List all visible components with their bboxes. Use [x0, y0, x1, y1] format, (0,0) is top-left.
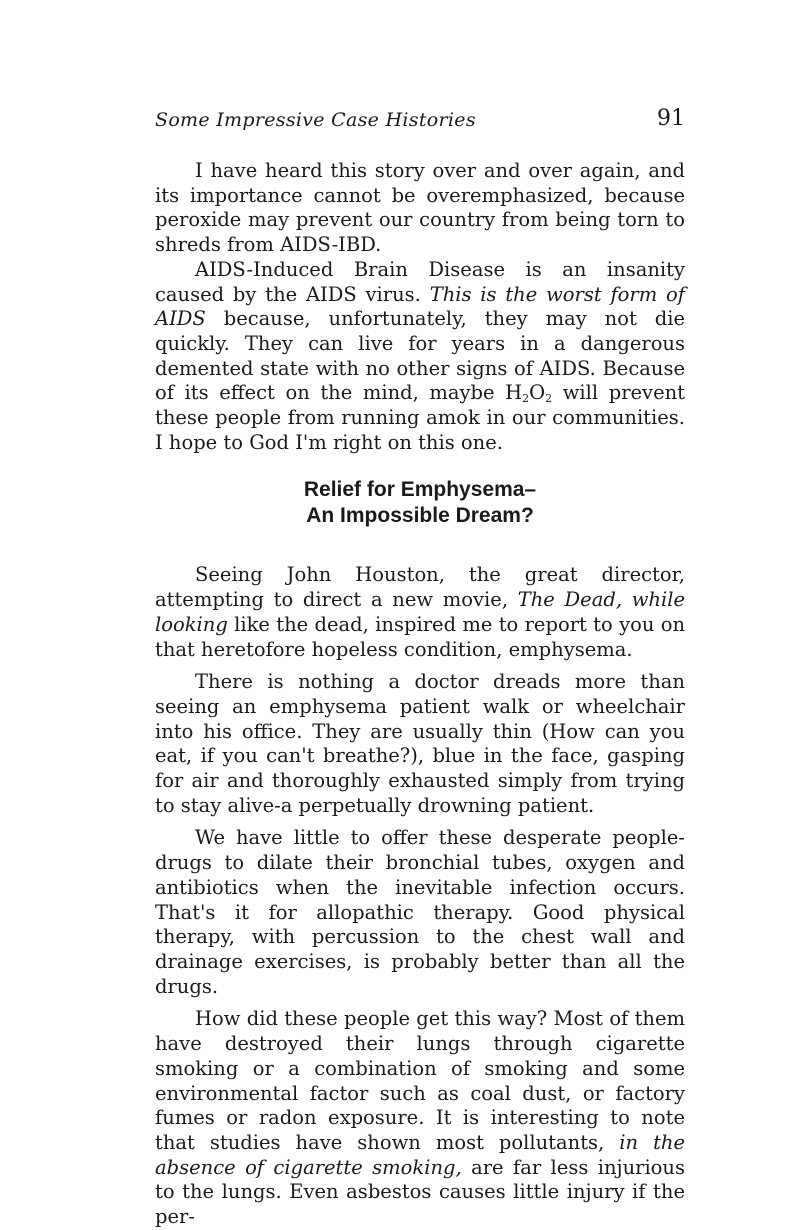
section-heading-line1: Relief for Emphysema–	[303, 478, 537, 502]
emphasized-text: This is the worst form of AIDS	[155, 282, 685, 331]
paragraph-text: will prevent these people from running amok in our communities. I hope to God I'm right on this one.	[155, 381, 686, 454]
paragraph-text: How did these people get this way? Most of them have destroyed their lungs through cigarette smoking or a combination of smoking and some environmental factor such as coal dust, or factory fumes or radon exposure. It is interesting to note that studies have shown most pollutants,	[155, 1007, 685, 1154]
paragraph-little-to-offer	[155, 826, 685, 999]
paragraph-doctor-dreads	[155, 670, 685, 818]
emphasized-text: The Dead, while looking	[155, 588, 686, 636]
paragraph-text: There is nothing a doctor dreads more than seeing an emphysema patient walk or wheelchair into his office. They are usually thin (How can you eat, if you can't breathe?), blue in the face, gasping for air and thoroughly exhausted simply from trying to stay alive-a perpetually drowning patient.	[155, 670, 685, 817]
page-number: 91	[657, 106, 685, 131]
emphasized-text: in the absence of cigarette smoking,	[155, 1130, 686, 1179]
paragraph-text: Seeing John Houston, the great director, attempting to direct a new movie,	[155, 563, 685, 612]
paragraph-text: because, unfortunately, they may not die quickly. They can live for years in a dangerous demented state with no other signs of AIDS. Because of its effect on the mind, maybe H	[155, 307, 685, 405]
paragraph-text: AIDS-Induced Brain Disease is an insanity caused by the AIDS virus.	[155, 257, 685, 306]
section-heading-line2: An Impossible Dream?	[306, 504, 534, 528]
subscript: 2	[522, 392, 530, 406]
paragraph-john-houston	[155, 563, 685, 662]
paragraph-text: O	[529, 381, 546, 405]
running-head: Some Impressive Case Histories	[155, 109, 476, 131]
paragraph-text: I have heard this story over and over again, and its importance cannot be overemphasized, because peroxide may prevent our country from being torn to shreds from AIDS-IBD.	[155, 159, 685, 257]
section-heading	[155, 477, 685, 529]
paragraph-text: We have little to offer these desperate people- drugs to dilate their bronchial tubes, oxygen and antibiotics when the inevitable infection occurs. That's it for allopathic therapy. Good physical therapy, with percussion to the chest wall and drainage exercises, is probably better than all the drugs.	[155, 826, 685, 998]
page-body	[155, 159, 685, 1230]
paragraph-aids-brain-disease	[155, 258, 685, 456]
paragraph-text: like the dead, inspired me to report to you on that heretofore hopeless condition, emphysema.	[155, 612, 685, 661]
subscript: 2	[545, 392, 553, 406]
paragraph-how-did-they	[155, 1007, 685, 1229]
paragraph-aids-ibd-intro	[155, 159, 685, 258]
page-header	[155, 107, 685, 137]
paragraph-text: are far less injurious to the lungs. Even asbestos causes little injury if the per-	[155, 1155, 685, 1229]
